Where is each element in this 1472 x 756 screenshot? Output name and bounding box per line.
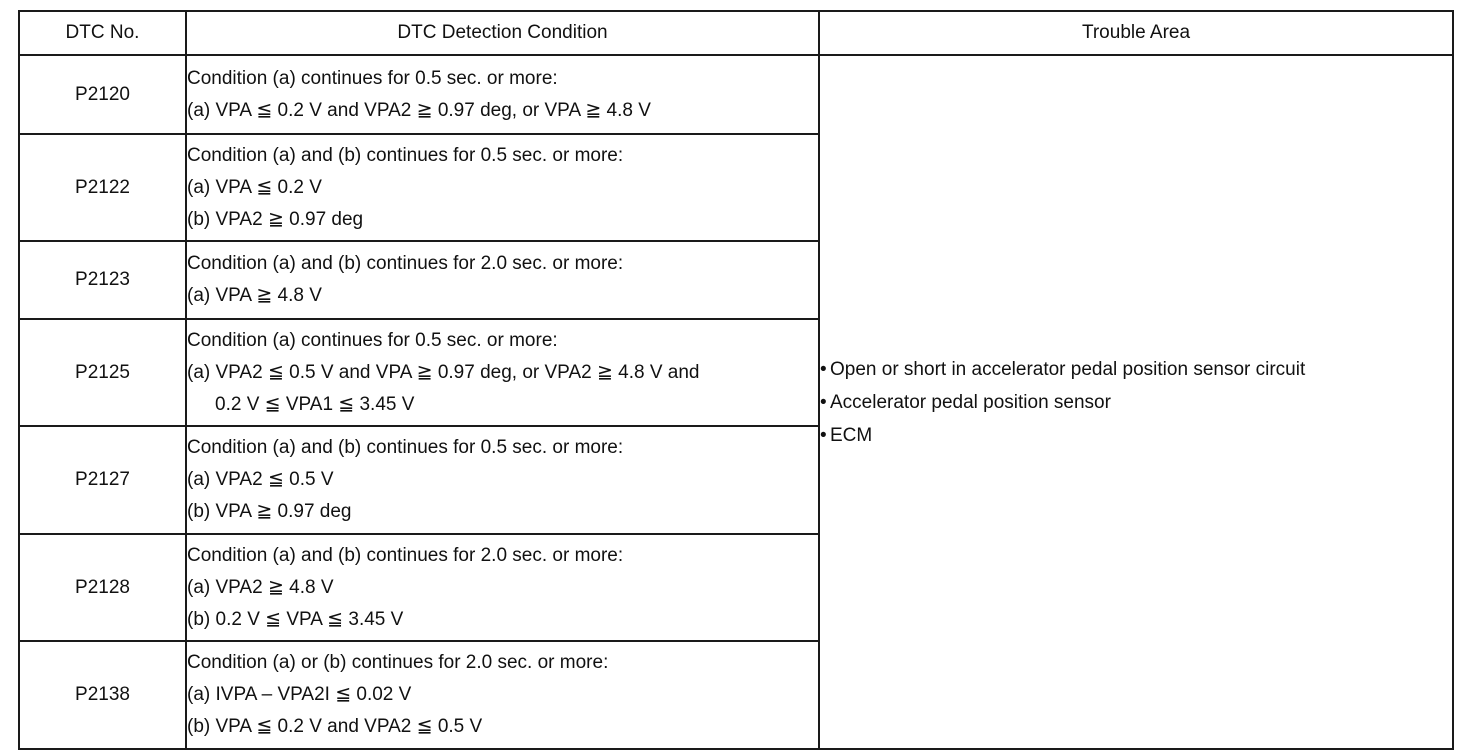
list-item xyxy=(820,353,1452,386)
condition-line: (a) VPA2 ≦ 0.5 V xyxy=(187,469,334,490)
condition-line: (a) VPA ≧ 4.8 V xyxy=(187,285,322,306)
dtc-code: P2138 xyxy=(19,641,186,749)
trouble-item-label: Accelerator pedal position sensor xyxy=(830,391,1111,413)
condition-line: Condition (a) and (b) continues for 2.0 sec. or more: xyxy=(187,544,624,566)
detection-condition xyxy=(186,319,819,426)
trouble-item-label: Open or short in accelerator pedal position sensor circuit xyxy=(830,358,1306,380)
trouble-area-list xyxy=(820,353,1452,452)
header-detection-condition: DTC Detection Condition xyxy=(186,11,819,55)
detection-condition xyxy=(186,641,819,749)
dtc-code: P2127 xyxy=(19,426,186,534)
bullet: • xyxy=(820,358,827,380)
dtc-code: P2128 xyxy=(19,534,186,641)
condition-line: Condition (a) continues for 0.5 sec. or more: xyxy=(187,67,558,89)
condition-line: Condition (a) and (b) continues for 0.5 sec. or more: xyxy=(187,144,624,166)
dtc-code: P2123 xyxy=(19,241,186,319)
condition-line: Condition (a) continues for 0.5 sec. or more: xyxy=(187,329,558,351)
bullet: • xyxy=(820,424,827,446)
dtc-table xyxy=(18,10,1454,750)
dtc-code: P2125 xyxy=(19,319,186,426)
bullet: • xyxy=(820,391,827,413)
detection-condition xyxy=(186,426,819,534)
condition-line: (b) VPA ≦ 0.2 V and VPA2 ≦ 0.5 V xyxy=(187,716,483,737)
dtc-code: P2120 xyxy=(19,55,186,134)
table-row xyxy=(19,55,1453,134)
detection-condition xyxy=(186,241,819,319)
dtc-code: P2122 xyxy=(19,134,186,241)
header-trouble-area: Trouble Area xyxy=(819,11,1453,55)
condition-line: (b) VPA ≧ 0.97 deg xyxy=(187,501,352,522)
condition-line: (a) VPA2 ≦ 0.5 V and VPA ≧ 0.97 deg, or VPA2 ≧ 4.8 V and xyxy=(187,361,700,383)
condition-line: (b) 0.2 V ≦ VPA ≦ 3.45 V xyxy=(187,608,404,630)
condition-line: 0.2 V ≦ VPA1 ≦ 3.45 V xyxy=(215,393,415,415)
condition-line: (b) VPA2 ≧ 0.97 deg xyxy=(187,208,364,230)
detection-condition xyxy=(186,55,819,134)
condition-line: Condition (a) and (b) continues for 2.0 sec. or more: xyxy=(187,253,624,274)
condition-line: (a) VPA ≦ 0.2 V and VPA2 ≧ 0.97 deg, or VPA ≧ 4.8 V xyxy=(187,99,651,121)
header-row xyxy=(19,11,1453,55)
header-dtc-no: DTC No. xyxy=(19,11,186,55)
trouble-area xyxy=(819,55,1453,749)
condition-line: (a) IVPA – VPA2I ≦ 0.02 V xyxy=(187,684,412,705)
list-item xyxy=(820,419,1452,452)
condition-line: (a) VPA2 ≧ 4.8 V xyxy=(187,576,334,598)
condition-line: (a) VPA ≦ 0.2 V xyxy=(187,176,322,198)
detection-condition xyxy=(186,134,819,241)
condition-line: Condition (a) or (b) continues for 2.0 sec. or more: xyxy=(187,652,609,673)
detection-condition xyxy=(186,534,819,641)
trouble-item-label: ECM xyxy=(830,424,873,446)
condition-line: Condition (a) and (b) continues for 0.5 sec. or more: xyxy=(187,437,624,458)
list-item xyxy=(820,386,1452,419)
